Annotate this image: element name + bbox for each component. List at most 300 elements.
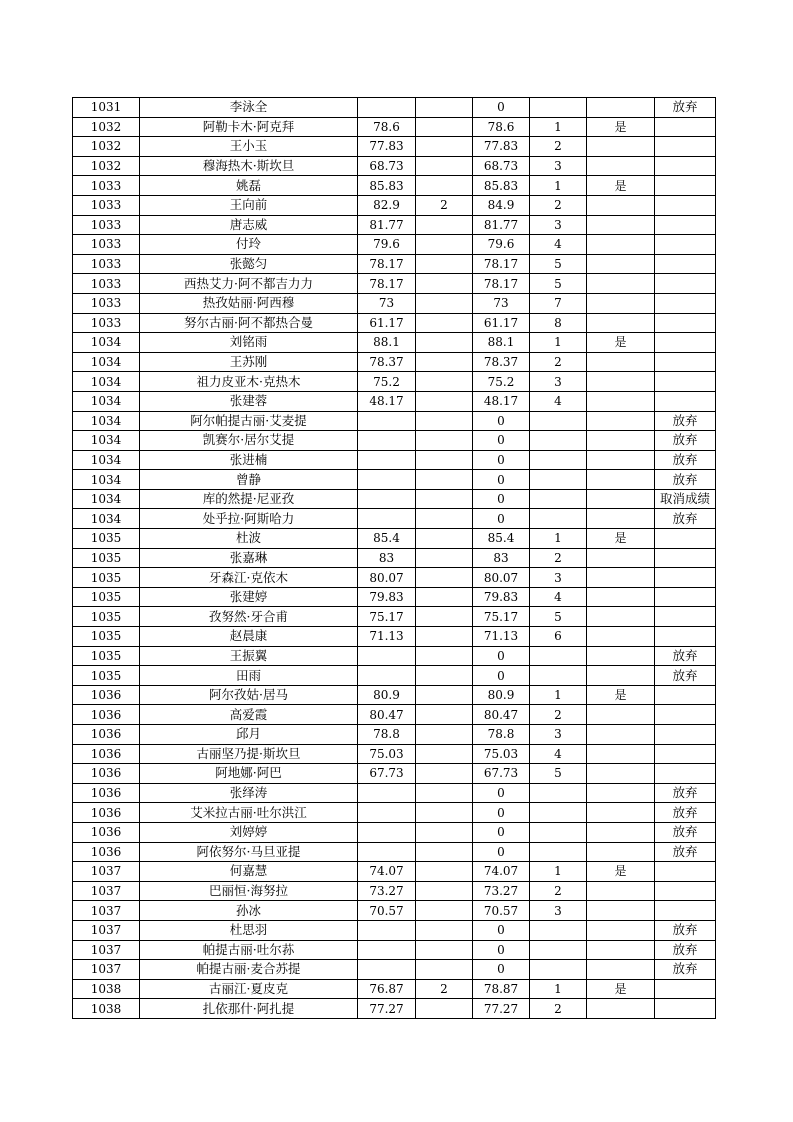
interview-flag-cell <box>587 235 655 255</box>
rank-cell: 3 <box>530 372 587 392</box>
written-score-cell: 68.73 <box>358 156 416 176</box>
remark-cell <box>655 254 716 274</box>
interview-flag-cell <box>587 274 655 294</box>
table-row <box>73 764 716 784</box>
written-score-cell: 78.8 <box>358 725 416 745</box>
written-score-cell: 78.6 <box>358 117 416 137</box>
position-code-cell: 1033 <box>73 235 140 255</box>
position-code-cell: 1035 <box>73 666 140 686</box>
table-row <box>73 254 716 274</box>
written-score-cell <box>358 470 416 490</box>
remark-cell <box>655 725 716 745</box>
interview-flag-cell <box>587 352 655 372</box>
bonus-points-cell <box>416 607 473 627</box>
remark-cell: 放弃 <box>655 450 716 470</box>
interview-flag-cell: 是 <box>587 117 655 137</box>
remark-cell: 放弃 <box>655 509 716 529</box>
bonus-points-cell <box>416 568 473 588</box>
interview-flag-cell <box>587 137 655 157</box>
table-row <box>73 744 716 764</box>
rank-cell: 4 <box>530 391 587 411</box>
total-score-cell: 75.2 <box>473 372 530 392</box>
position-code-cell: 1034 <box>73 352 140 372</box>
table-row <box>73 646 716 666</box>
total-score-cell: 80.9 <box>473 685 530 705</box>
candidate-name-cell: 王向前 <box>140 195 358 215</box>
total-score-cell: 0 <box>473 431 530 451</box>
written-score-cell: 74.07 <box>358 862 416 882</box>
total-score-cell: 81.77 <box>473 215 530 235</box>
total-score-cell: 0 <box>473 940 530 960</box>
bonus-points-cell <box>416 254 473 274</box>
table-row <box>73 176 716 196</box>
rank-cell: 5 <box>530 274 587 294</box>
bonus-points-cell <box>416 274 473 294</box>
interview-flag-cell <box>587 881 655 901</box>
total-score-cell: 0 <box>473 646 530 666</box>
rank-cell <box>530 411 587 431</box>
remark-cell <box>655 607 716 627</box>
total-score-cell: 88.1 <box>473 333 530 353</box>
rank-cell <box>530 783 587 803</box>
position-code-cell: 1035 <box>73 607 140 627</box>
written-score-cell: 79.83 <box>358 587 416 607</box>
remark-cell: 放弃 <box>655 920 716 940</box>
table-row <box>73 999 716 1019</box>
candidate-name-cell: 张建婷 <box>140 587 358 607</box>
rank-cell: 1 <box>530 979 587 999</box>
candidate-name-cell: 王小玉 <box>140 137 358 157</box>
candidate-name-cell: 扎依那什·阿扎提 <box>140 999 358 1019</box>
written-score-cell <box>358 489 416 509</box>
interview-flag-cell <box>587 607 655 627</box>
bonus-points-cell <box>416 450 473 470</box>
interview-flag-cell <box>587 646 655 666</box>
interview-flag-cell <box>587 548 655 568</box>
interview-flag-cell <box>587 450 655 470</box>
written-score-cell: 80.9 <box>358 685 416 705</box>
written-score-cell <box>358 842 416 862</box>
rank-cell: 1 <box>530 333 587 353</box>
total-score-cell: 84.9 <box>473 195 530 215</box>
position-code-cell: 1034 <box>73 509 140 529</box>
table-row <box>73 450 716 470</box>
interview-flag-cell <box>587 822 655 842</box>
remark-cell <box>655 744 716 764</box>
total-score-cell: 80.47 <box>473 705 530 725</box>
candidate-name-cell: 巴丽恒·海努拉 <box>140 881 358 901</box>
written-score-cell: 88.1 <box>358 333 416 353</box>
bonus-points-cell <box>416 235 473 255</box>
total-score-cell: 74.07 <box>473 862 530 882</box>
remark-cell: 放弃 <box>655 940 716 960</box>
written-score-cell <box>358 450 416 470</box>
total-score-cell: 77.83 <box>473 137 530 157</box>
total-score-cell: 0 <box>473 960 530 980</box>
total-score-cell: 0 <box>473 509 530 529</box>
candidate-name-cell: 李泳全 <box>140 98 358 118</box>
table-row <box>73 293 716 313</box>
remark-cell: 放弃 <box>655 783 716 803</box>
candidate-name-cell: 高爱霞 <box>140 705 358 725</box>
remark-cell: 放弃 <box>655 411 716 431</box>
remark-cell: 放弃 <box>655 431 716 451</box>
candidate-name-cell: 阿勒卡木·阿克拜 <box>140 117 358 137</box>
position-code-cell: 1037 <box>73 960 140 980</box>
interview-flag-cell: 是 <box>587 685 655 705</box>
bonus-points-cell <box>416 509 473 529</box>
candidate-name-cell: 阿依努尔·马旦亚提 <box>140 842 358 862</box>
candidate-name-cell: 古丽江·夏皮克 <box>140 979 358 999</box>
table-row <box>73 235 716 255</box>
remark-cell: 放弃 <box>655 666 716 686</box>
position-code-cell: 1033 <box>73 274 140 294</box>
total-score-cell: 0 <box>473 842 530 862</box>
position-code-cell: 1033 <box>73 176 140 196</box>
table-row <box>73 842 716 862</box>
written-score-cell: 78.37 <box>358 352 416 372</box>
position-code-cell: 1036 <box>73 744 140 764</box>
bonus-points-cell <box>416 705 473 725</box>
candidate-name-cell: 阿尔帕提古丽·艾麦提 <box>140 411 358 431</box>
candidate-name-cell: 张懿匀 <box>140 254 358 274</box>
candidate-name-cell: 赵晨康 <box>140 627 358 647</box>
interview-flag-cell: 是 <box>587 529 655 549</box>
interview-flag-cell <box>587 391 655 411</box>
position-code-cell: 1034 <box>73 333 140 353</box>
written-score-cell: 77.83 <box>358 137 416 157</box>
candidate-name-cell: 刘铭雨 <box>140 333 358 353</box>
total-score-cell: 0 <box>473 489 530 509</box>
rank-cell <box>530 450 587 470</box>
table-row <box>73 627 716 647</box>
remark-cell <box>655 333 716 353</box>
rank-cell <box>530 803 587 823</box>
position-code-cell: 1036 <box>73 842 140 862</box>
bonus-points-cell <box>416 587 473 607</box>
position-code-cell: 1032 <box>73 137 140 157</box>
total-score-cell: 67.73 <box>473 764 530 784</box>
position-code-cell: 1037 <box>73 862 140 882</box>
candidate-name-cell: 穆海热木·斯坎旦 <box>140 156 358 176</box>
interview-flag-cell <box>587 293 655 313</box>
table-row <box>73 117 716 137</box>
bonus-points-cell <box>416 411 473 431</box>
written-score-cell <box>358 940 416 960</box>
position-code-cell: 1034 <box>73 411 140 431</box>
candidate-name-cell: 阿尔孜姑·居马 <box>140 685 358 705</box>
position-code-cell: 1035 <box>73 646 140 666</box>
bonus-points-cell <box>416 783 473 803</box>
rank-cell <box>530 509 587 529</box>
written-score-cell: 75.17 <box>358 607 416 627</box>
interview-flag-cell <box>587 313 655 333</box>
candidate-name-cell: 孜努然·牙合甫 <box>140 607 358 627</box>
position-code-cell: 1038 <box>73 999 140 1019</box>
table-row <box>73 274 716 294</box>
bonus-points-cell <box>416 117 473 137</box>
total-score-cell: 70.57 <box>473 901 530 921</box>
position-code-cell: 1034 <box>73 450 140 470</box>
interview-flag-cell <box>587 195 655 215</box>
rank-cell <box>530 646 587 666</box>
written-score-cell: 78.17 <box>358 274 416 294</box>
remark-cell <box>655 568 716 588</box>
written-score-cell <box>358 783 416 803</box>
position-code-cell: 1037 <box>73 881 140 901</box>
rank-cell: 1 <box>530 685 587 705</box>
written-score-cell <box>358 98 416 118</box>
remark-cell <box>655 235 716 255</box>
interview-flag-cell <box>587 803 655 823</box>
position-code-cell: 1034 <box>73 489 140 509</box>
bonus-points-cell <box>416 333 473 353</box>
interview-flag-cell: 是 <box>587 176 655 196</box>
table-row <box>73 333 716 353</box>
interview-flag-cell <box>587 783 655 803</box>
rank-cell <box>530 920 587 940</box>
bonus-points-cell <box>416 999 473 1019</box>
written-score-cell <box>358 431 416 451</box>
remark-cell <box>655 372 716 392</box>
bonus-points-cell <box>416 548 473 568</box>
written-score-cell <box>358 920 416 940</box>
remark-cell: 放弃 <box>655 470 716 490</box>
total-score-cell: 78.17 <box>473 274 530 294</box>
remark-cell <box>655 627 716 647</box>
written-score-cell: 78.17 <box>358 254 416 274</box>
written-score-cell: 70.57 <box>358 901 416 921</box>
written-score-cell: 81.77 <box>358 215 416 235</box>
position-code-cell: 1036 <box>73 783 140 803</box>
total-score-cell: 78.87 <box>473 979 530 999</box>
rank-cell: 3 <box>530 901 587 921</box>
candidate-name-cell: 帕提古丽·麦合苏提 <box>140 960 358 980</box>
bonus-points-cell <box>416 313 473 333</box>
interview-flag-cell <box>587 372 655 392</box>
table-row <box>73 391 716 411</box>
candidate-name-cell: 姚磊 <box>140 176 358 196</box>
position-code-cell: 1032 <box>73 156 140 176</box>
interview-flag-cell <box>587 901 655 921</box>
table-row <box>73 705 716 725</box>
total-score-cell: 0 <box>473 666 530 686</box>
position-code-cell: 1037 <box>73 901 140 921</box>
total-score-cell: 78.6 <box>473 117 530 137</box>
candidate-name-cell: 阿地娜·阿巴 <box>140 764 358 784</box>
total-score-cell: 83 <box>473 548 530 568</box>
interview-flag-cell <box>587 960 655 980</box>
interview-flag-cell <box>587 254 655 274</box>
written-score-cell <box>358 822 416 842</box>
total-score-cell: 0 <box>473 803 530 823</box>
written-score-cell: 61.17 <box>358 313 416 333</box>
interview-flag-cell <box>587 999 655 1019</box>
table-row <box>73 215 716 235</box>
rank-cell: 3 <box>530 215 587 235</box>
written-score-cell: 75.2 <box>358 372 416 392</box>
total-score-cell: 78.37 <box>473 352 530 372</box>
table-row <box>73 431 716 451</box>
table-row <box>73 137 716 157</box>
rank-cell <box>530 960 587 980</box>
table-row <box>73 901 716 921</box>
table-row <box>73 156 716 176</box>
total-score-cell: 0 <box>473 411 530 431</box>
total-score-cell: 78.17 <box>473 254 530 274</box>
total-score-cell: 73 <box>473 293 530 313</box>
position-code-cell: 1035 <box>73 529 140 549</box>
total-score-cell: 85.83 <box>473 176 530 196</box>
interview-flag-cell <box>587 509 655 529</box>
total-score-cell: 48.17 <box>473 391 530 411</box>
total-score-cell: 0 <box>473 822 530 842</box>
table-row <box>73 881 716 901</box>
position-code-cell: 1036 <box>73 822 140 842</box>
table-row <box>73 313 716 333</box>
position-code-cell: 1034 <box>73 431 140 451</box>
table-row <box>73 509 716 529</box>
rank-cell <box>530 98 587 118</box>
rank-cell: 2 <box>530 548 587 568</box>
written-score-cell: 73.27 <box>358 881 416 901</box>
remark-cell: 放弃 <box>655 646 716 666</box>
bonus-points-cell <box>416 803 473 823</box>
table-row <box>73 862 716 882</box>
interview-flag-cell: 是 <box>587 333 655 353</box>
remark-cell <box>655 529 716 549</box>
position-code-cell: 1036 <box>73 725 140 745</box>
candidate-name-cell: 杜波 <box>140 529 358 549</box>
rank-cell: 1 <box>530 117 587 137</box>
position-code-cell: 1034 <box>73 372 140 392</box>
written-score-cell: 82.9 <box>358 195 416 215</box>
bonus-points-cell <box>416 156 473 176</box>
interview-flag-cell <box>587 156 655 176</box>
table-row <box>73 587 716 607</box>
total-score-cell: 68.73 <box>473 156 530 176</box>
bonus-points-cell <box>416 98 473 118</box>
written-score-cell: 67.73 <box>358 764 416 784</box>
total-score-cell: 0 <box>473 98 530 118</box>
bonus-points-cell <box>416 764 473 784</box>
rank-cell: 2 <box>530 999 587 1019</box>
position-code-cell: 1036 <box>73 685 140 705</box>
remark-cell <box>655 901 716 921</box>
bonus-points-cell <box>416 489 473 509</box>
candidate-name-cell: 张进楠 <box>140 450 358 470</box>
remark-cell <box>655 979 716 999</box>
bonus-points-cell <box>416 822 473 842</box>
table-row <box>73 529 716 549</box>
rank-cell: 1 <box>530 176 587 196</box>
remark-cell <box>655 862 716 882</box>
rank-cell: 3 <box>530 725 587 745</box>
remark-cell <box>655 313 716 333</box>
candidate-name-cell: 热孜姑丽·阿西穆 <box>140 293 358 313</box>
remark-cell: 放弃 <box>655 803 716 823</box>
rank-cell: 3 <box>530 156 587 176</box>
bonus-points-cell <box>416 176 473 196</box>
rank-cell: 2 <box>530 352 587 372</box>
written-score-cell: 80.07 <box>358 568 416 588</box>
candidate-name-cell: 邱月 <box>140 725 358 745</box>
written-score-cell: 48.17 <box>358 391 416 411</box>
candidate-name-cell: 处乎拉·阿斯哈力 <box>140 509 358 529</box>
candidate-name-cell: 西热艾力·阿不都吉力力 <box>140 274 358 294</box>
position-code-cell: 1035 <box>73 587 140 607</box>
remark-cell <box>655 274 716 294</box>
position-code-cell: 1038 <box>73 979 140 999</box>
table-row <box>73 685 716 705</box>
remark-cell <box>655 705 716 725</box>
table-row <box>73 607 716 627</box>
remark-cell <box>655 881 716 901</box>
written-score-cell: 75.03 <box>358 744 416 764</box>
remark-cell <box>655 391 716 411</box>
bonus-points-cell <box>416 862 473 882</box>
written-score-cell: 71.13 <box>358 627 416 647</box>
written-score-cell <box>358 646 416 666</box>
total-score-cell: 0 <box>473 920 530 940</box>
remark-cell <box>655 548 716 568</box>
candidate-name-cell: 古丽坚乃提·斯坎旦 <box>140 744 358 764</box>
rank-cell <box>530 489 587 509</box>
remark-cell <box>655 215 716 235</box>
total-score-cell: 61.17 <box>473 313 530 333</box>
table-row <box>73 548 716 568</box>
remark-cell: 放弃 <box>655 960 716 980</box>
written-score-cell: 85.4 <box>358 529 416 549</box>
bonus-points-cell <box>416 940 473 960</box>
written-score-cell: 85.83 <box>358 176 416 196</box>
remark-cell: 放弃 <box>655 842 716 862</box>
rank-cell: 8 <box>530 313 587 333</box>
candidate-name-cell: 何嘉慧 <box>140 862 358 882</box>
table-row <box>73 725 716 745</box>
interview-flag-cell <box>587 627 655 647</box>
written-score-cell <box>358 509 416 529</box>
bonus-points-cell <box>416 842 473 862</box>
total-score-cell: 73.27 <box>473 881 530 901</box>
candidate-name-cell: 杜思羽 <box>140 920 358 940</box>
written-score-cell: 79.6 <box>358 235 416 255</box>
interview-flag-cell <box>587 940 655 960</box>
candidate-name-cell: 努尔古丽·阿不都热合曼 <box>140 313 358 333</box>
rank-cell <box>530 666 587 686</box>
rank-cell: 5 <box>530 254 587 274</box>
interview-flag-cell <box>587 470 655 490</box>
rank-cell: 5 <box>530 607 587 627</box>
position-code-cell: 1033 <box>73 195 140 215</box>
rank-cell <box>530 822 587 842</box>
interview-flag-cell <box>587 215 655 235</box>
bonus-points-cell: 2 <box>416 195 473 215</box>
remark-cell: 放弃 <box>655 822 716 842</box>
written-score-cell: 77.27 <box>358 999 416 1019</box>
table-row <box>73 489 716 509</box>
total-score-cell: 0 <box>473 450 530 470</box>
results-table <box>72 97 716 1019</box>
rank-cell: 2 <box>530 705 587 725</box>
position-code-cell: 1036 <box>73 705 140 725</box>
table-row <box>73 822 716 842</box>
rank-cell: 5 <box>530 764 587 784</box>
position-code-cell: 1033 <box>73 215 140 235</box>
table-row <box>73 920 716 940</box>
rank-cell: 4 <box>530 587 587 607</box>
rank-cell: 2 <box>530 881 587 901</box>
